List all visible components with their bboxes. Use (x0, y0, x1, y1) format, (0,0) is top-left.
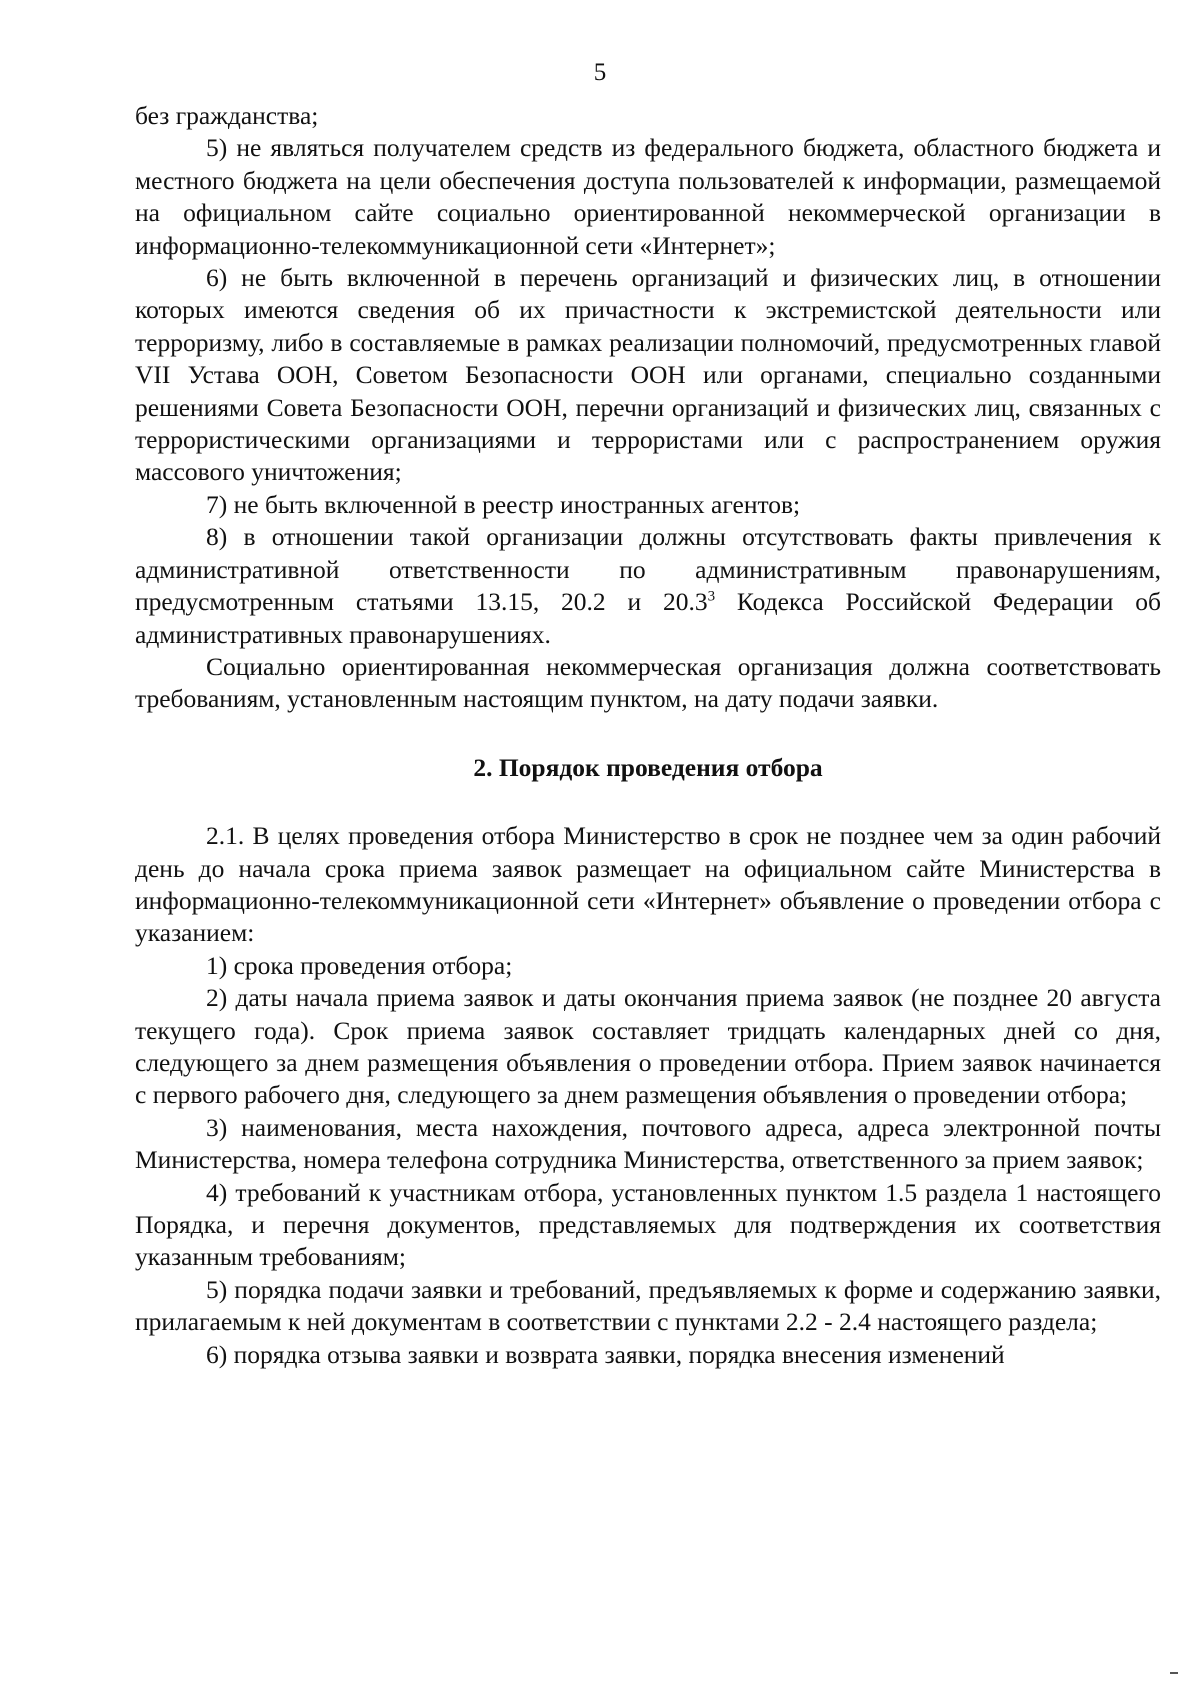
paragraph-item-8-tail: Кодекса Российской Федерации об административных правонарушениях. (135, 587, 1161, 649)
paragraph-item-7: 7) не быть включенной в реестр иностранных агентов; (206, 489, 801, 519)
paragraph-item-8 (135, 521, 1161, 651)
paragraph-item-5: 5) не являться получателем средств из федерального бюджета, областного бюджета и местного бюджета на цели обеспечения доступа пользователей к информации, размещаемой на официальном сайте социально ориентированной некоммерческой организации в информационно-телекоммуникационной сети «Интернет»; (135, 133, 1161, 260)
page-number: 5 (593, 59, 607, 86)
list-item-1: 1) срока проведения отбора; (206, 950, 513, 980)
paragraph-requirements-date: Социально ориентированная некоммерческая организация должна соответствовать требованиям, установленным настоящим пунктом, на дату подачи заявки. (135, 651, 1161, 714)
superscript: 3 (707, 588, 716, 605)
list-item-3: 3) наименования, места нахождения, почтового адреса, адреса электронной почты Министерства, номера телефона сотрудника Министерства, ответственного за прием заявок; (135, 1112, 1161, 1175)
document-body (135, 100, 1161, 1371)
paragraph-item-8-text: 8) в отношении такой организации должны отсутствовать факты привлечения к административной ответственности по административным правонарушениям, предусмотренным статьями 13.15, 20.2 и 20.3 (135, 522, 1161, 617)
section-heading: 2. Порядок проведения отбора (473, 752, 823, 782)
paragraph-continuation: без гражданства; (135, 101, 319, 130)
paragraph-item-6: 6) не быть включенной в перечень организаций и физических лиц, в отношении которых имеются сведения об их причастности к экстремистской деятельности или терроризму, либо в составляемые в рамках реализации полномочий, предусмотренных главой VII Устава ООН, Советом Безопасности ООН или органами, специально созданными решениями Совета Безопасности ООН, перечни организаций и физических лиц, связанных с террористическими организациями и террористами или с распространением оружия массового уничтожения; (135, 263, 1161, 487)
list-item-6: 6) порядка отзыва заявки и возврата заявки, порядка внесения изменений (206, 1339, 1005, 1369)
list-item-4: 4) требований к участникам отбора, установленных пунктом 1.5 раздела 1 настоящего Порядка, и перечня документов, представляемых для подтверждения их соответствия указанным требованиям; (135, 1177, 1161, 1272)
list-item-5: 5) порядка подачи заявки и требований, предъявляемых к форме и содержанию заявки, прилагаемым к ней документам в соответствии с пунктами 2.2 - 2.4 настоящего раздела; (135, 1274, 1161, 1337)
scan-edge-mark (1170, 1672, 1178, 1674)
list-item-2: 2) даты начала приема заявок и даты окончания приема заявок (не позднее 20 августа текущего года). Срок приема заявок составляет тридцать календарных дней со дня, следующего за днем размещения объявления о проведении отбора. Прием заявок начинается с первого рабочего дня, следующего за днем размещения объявления о проведении отбора; (135, 983, 1161, 1110)
paragraph-2-1: 2.1. В целях проведения отбора Министерство в срок не позднее чем за один рабочий день до начала срока приема заявок размещает на официальном сайте Министерства в информационно-телекоммуникационной сети «Интернет» объявление о проведении отбора с указанием: (135, 821, 1161, 948)
